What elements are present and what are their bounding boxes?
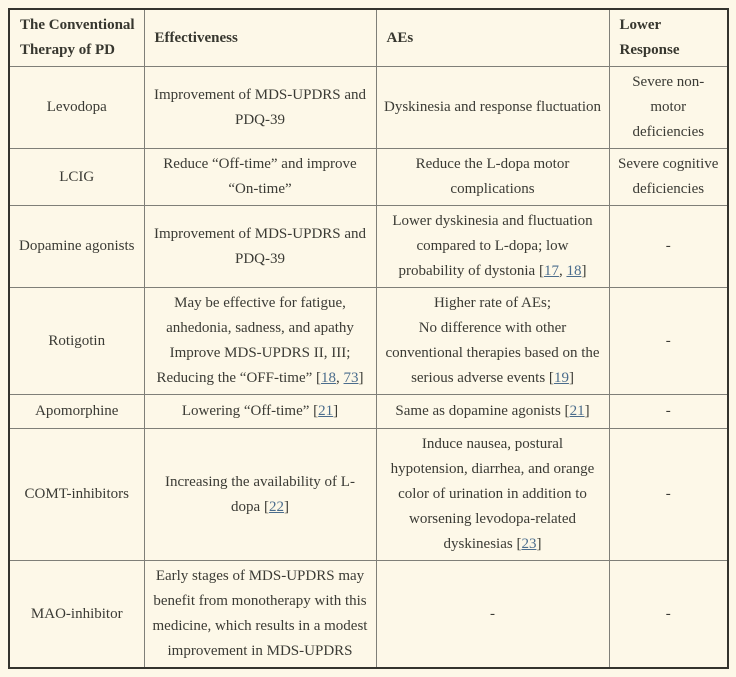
cell-line [384, 152, 602, 202]
cell-text: Severe cognitive deficiencies [618, 156, 719, 197]
cell-effectiveness [144, 429, 376, 561]
cell-line [384, 291, 602, 316]
cell-text: ] [358, 370, 364, 386]
cell-effectiveness [144, 67, 376, 149]
cell-aes [376, 149, 609, 206]
cell-text: Dopamine agonists [19, 238, 135, 254]
cell-lower-response [609, 395, 728, 429]
cell-line [152, 470, 369, 520]
cell-therapy [9, 429, 144, 561]
cell-lower-response [609, 429, 728, 561]
cell-aes [376, 288, 609, 395]
cell-text: ] [536, 536, 542, 552]
citation-link[interactable]: 22 [268, 498, 284, 515]
cell-line [617, 234, 721, 259]
cell-therapy [9, 288, 144, 395]
cell-text: - [665, 238, 671, 254]
cell-text: ] [584, 403, 590, 419]
cell-text: ] [581, 263, 587, 279]
cell-line [617, 152, 721, 202]
cell-effectiveness [144, 561, 376, 669]
cell-text: - [665, 486, 671, 502]
cell-line [152, 399, 369, 424]
cell-line [617, 482, 721, 507]
cell-text: , [336, 370, 344, 386]
cell-text: May be effective for fatigue, anhedonia, sadness, and apathy [166, 295, 354, 336]
cell-text: Improve MDS-UPDRS II, III; [169, 345, 351, 361]
cell-line [152, 222, 369, 272]
cell-line [384, 602, 602, 627]
cell-aes [376, 395, 609, 429]
cell-line [152, 152, 369, 202]
cell-text: Levodopa [46, 99, 107, 115]
cell-text: Early stages of MDS-UPDRS may benefit from monotherapy with this medicine, which results in a modest improvement in MDS-UPDRS [152, 568, 368, 659]
cell-text: Induce nausea, postural hypotension, diarrhea, and orange color of urination in addition to worsening levodopa-related dyskinesias [ [390, 436, 595, 552]
cell-line [17, 234, 137, 259]
cell-effectiveness [144, 149, 376, 206]
cell-text: Improvement of MDS-UPDRS and PDQ-39 [153, 86, 367, 128]
cell-lower-response [609, 67, 728, 149]
cell-therapy [9, 67, 144, 149]
cell-text: ] [283, 498, 289, 515]
cell-effectiveness [144, 206, 376, 288]
cell-aes [376, 561, 609, 669]
cell-text: Same as dopamine agonists [ [395, 403, 570, 419]
cell-text: - [665, 605, 671, 622]
citation-link[interactable]: 21 [318, 403, 334, 419]
cell-line [617, 399, 721, 424]
cell-text: Severe non-motor deficiencies [632, 74, 705, 140]
cell-therapy [9, 561, 144, 669]
cell-line [17, 95, 137, 120]
cell-text: Rotigotin [48, 332, 106, 349]
citation-link[interactable]: 18 [566, 263, 582, 279]
cell-text: , [558, 263, 567, 279]
cell-line [17, 399, 137, 424]
cell-lower-response [609, 206, 728, 288]
cell-text: No difference with other conventional therapies based on the serious adverse events [ [385, 320, 600, 386]
cell-text: ] [568, 370, 574, 386]
table-body [9, 67, 728, 669]
cell-text: COMT-inhibitors [24, 486, 129, 502]
cell-text: MAO-inhibitor [30, 605, 123, 622]
cell-therapy [9, 395, 144, 429]
cell-lower-response [609, 288, 728, 395]
cell-text: Reducing the “OFF-time” [ [156, 370, 322, 386]
table-row [9, 67, 728, 149]
column-header-aes: AEs [376, 9, 609, 67]
cell-lower-response [609, 561, 728, 669]
cell-line [152, 291, 369, 341]
cell-aes [376, 206, 609, 288]
cell-line [384, 316, 602, 391]
cell-text: - [490, 605, 495, 622]
table-row [9, 561, 728, 669]
cell-line [384, 399, 602, 424]
column-header-therapy: The Conventional Therapy of PD [9, 9, 144, 67]
cell-lower-response [609, 149, 728, 206]
cell-text: Increasing the availability of L-dopa [ [165, 473, 355, 515]
cell-effectiveness [144, 395, 376, 429]
cell-text: - [665, 332, 671, 349]
cell-line [617, 70, 721, 145]
cell-line [17, 165, 137, 190]
citation-link[interactable]: 17 [543, 263, 559, 279]
cell-text: Reduce “Off-time” and improve “On-time” [163, 156, 357, 197]
cell-line [617, 329, 721, 354]
cell-text: Lowering “Off-time” [ [181, 403, 319, 419]
cell-text: ] [333, 403, 339, 419]
cell-text: Apomorphine [35, 403, 119, 419]
cell-line [17, 602, 137, 627]
cell-effectiveness [144, 288, 376, 395]
citation-link[interactable]: 19 [553, 370, 569, 386]
cell-text: Lower dyskinesia and fluctuation compared to L-dopa; low probability of dystonia [ [392, 213, 593, 279]
cell-line [152, 366, 369, 391]
cell-aes [376, 67, 609, 149]
column-header-effectiveness: Effectiveness [144, 9, 376, 67]
cell-text: - [665, 403, 671, 419]
cell-line [384, 209, 602, 284]
citation-link[interactable]: 73 [343, 370, 359, 386]
cell-therapy [9, 149, 144, 206]
cell-text: LCIG [59, 168, 95, 185]
cell-line [17, 482, 137, 507]
table-row [9, 206, 728, 288]
cell-line [384, 432, 602, 557]
cell-line [152, 341, 369, 366]
cell-line [384, 95, 602, 120]
cell-text: Dyskinesia and response fluctuation [383, 99, 602, 115]
table-row [9, 149, 728, 206]
header-row [9, 9, 728, 67]
cell-line [152, 564, 369, 664]
citation-link[interactable]: 18 [321, 370, 337, 386]
table-row [9, 395, 728, 429]
column-header-lower-response: Lower Response [609, 9, 728, 67]
cell-line [152, 83, 369, 133]
cell-text: Higher rate of AEs; [433, 295, 552, 311]
cell-therapy [9, 206, 144, 288]
citation-link[interactable]: 23 [521, 536, 537, 552]
cell-aes [376, 429, 609, 561]
cell-line [617, 602, 721, 627]
table-row [9, 429, 728, 561]
table-row [9, 288, 728, 395]
cell-text: Improvement of MDS-UPDRS and PDQ-39 [153, 225, 367, 267]
conventional-therapy-table [8, 8, 729, 669]
cell-line [17, 329, 137, 354]
citation-link[interactable]: 21 [569, 403, 585, 419]
cell-text: Reduce the L-dopa motor complications [415, 156, 570, 197]
